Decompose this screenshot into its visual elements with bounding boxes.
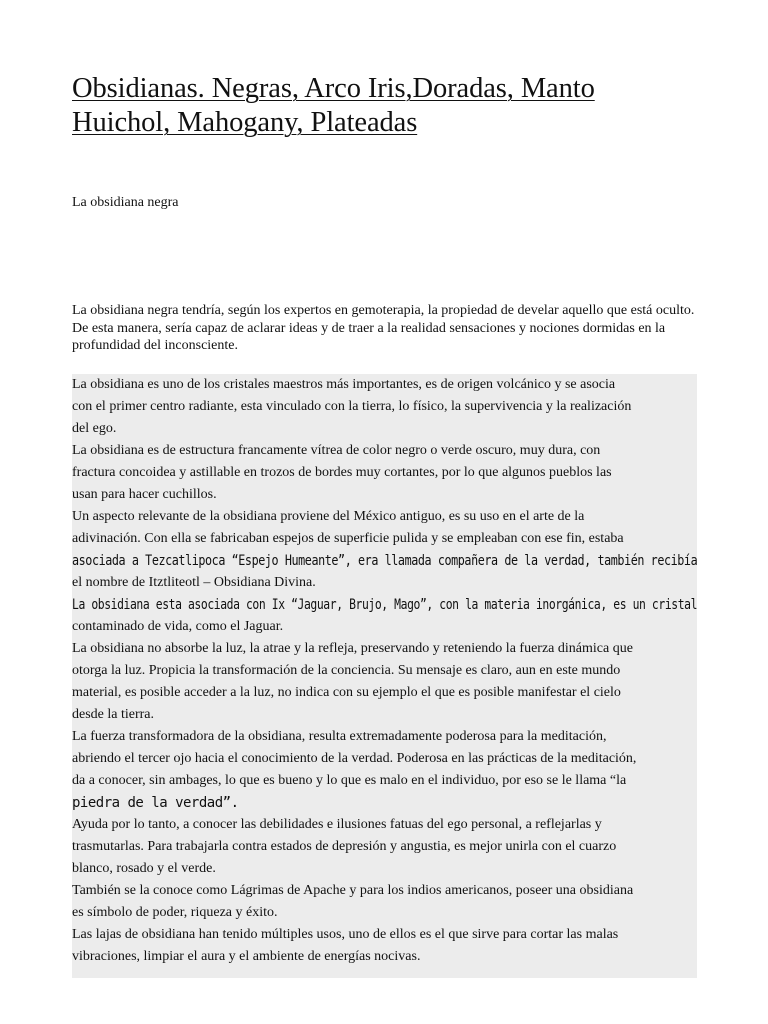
body-line: el nombre de Itztliteotl – Obsidiana Divina. [72, 575, 316, 590]
body-line: otorga la luz. Propicia la transformación de la conciencia. Su mensaje es claro, aun en este mundo [72, 663, 621, 678]
section-heading: La obsidiana negra [72, 195, 179, 210]
body-line: blanco, rosado y el verde. [72, 861, 216, 876]
document-title: Obsidianas. Negras, Arco Iris,Doradas, Manto Huichol, Mahogany, Plateadas [72, 73, 595, 138]
highlighted-text-block [72, 374, 697, 978]
body-line: La obsidiana es uno de los cristales maestros más importantes, es de origen volcánico y se asocia [72, 377, 616, 392]
body-line: La obsidiana no absorbe la luz, la atrae y la refleja, preservando y reteniendo la fuerza dinámica que [72, 641, 633, 656]
body-line: abriendo el tercer ojo hacia el conocimiento de la verdad. Poderosa en las prácticas de la meditación, [72, 751, 637, 766]
body-line: Un aspecto relevante de la obsidiana proviene del México antiguo, es su uso en el arte de la [72, 509, 585, 524]
body-line: del ego. [72, 421, 117, 436]
body-line: La fuerza transformadora de la obsidiana, resulta extremadamente poderosa para la meditación, [72, 729, 607, 744]
body-line: material, es posible acceder a la luz, no indica con su ejemplo el que es posible manifestar el cielo [72, 685, 621, 700]
body-line: contaminado de vida, como el Jaguar. [72, 619, 284, 634]
body-line: Ayuda por lo tanto, a conocer las debilidades e ilusiones fatuas del ego personal, a reflejarlas y [72, 817, 602, 832]
body-line: vibraciones, limpiar el aura y el ambiente de energías nocivas. [72, 949, 421, 964]
intro-paragraph: La obsidiana negra tendría, según los expertos en gemoterapia, la propiedad de develar aquello que está oculto. De esta manera, sería capaz de aclarar ideas y de traer a la realidad sensaciones y nociones dormidas en la profundidad del inconsciente. [72, 303, 695, 353]
body-line: con el primer centro radiante, esta vinculado con la tierra, lo físico, la supervivencia y la realización [72, 399, 632, 414]
body-line: trasmutarlas. Para trabajarla contra estados de depresión y angustia, es mejor unirla con el cuarzo [72, 839, 617, 854]
body-line: asociada a Tezcatlipoca “Espejo Humeante”, era llamada compañera de la verdad, también recibía [72, 553, 697, 569]
body-line: es símbolo de poder, riqueza y éxito. [72, 905, 278, 920]
body-line: fractura concoidea y astillable en trozos de bordes muy cortantes, por lo que algunos pueblos las [72, 465, 612, 480]
body-line: La obsidiana es de estructura francamente vítrea de color negro o verde oscuro, muy dura, con [72, 443, 601, 458]
body-line: desde la tierra. [72, 707, 155, 722]
body-line: usan para hacer cuchillos. [72, 487, 217, 502]
body-line: adivinación. Con ella se fabricaban espejos de superficie pulida y se empleaban con ese fin, estaba [72, 531, 624, 546]
body-line: da a conocer, sin ambages, lo que es bueno y lo que es malo en el individuo, por eso se le llama “la [72, 773, 627, 788]
body-line: piedra de la verdad”. [72, 795, 239, 811]
body-line: Las lajas de obsidiana han tenido múltiples usos, uno de ellos es el que sirve para cortar las malas [72, 927, 619, 942]
body-line: También se la conoce como Lágrimas de Apache y para los indios americanos, poseer una obsidiana [72, 883, 634, 898]
body-line: La obsidiana esta asociada con Ix “Jaguar, Brujo, Mago”, con la materia inorgánica, es un cristal [72, 597, 697, 613]
